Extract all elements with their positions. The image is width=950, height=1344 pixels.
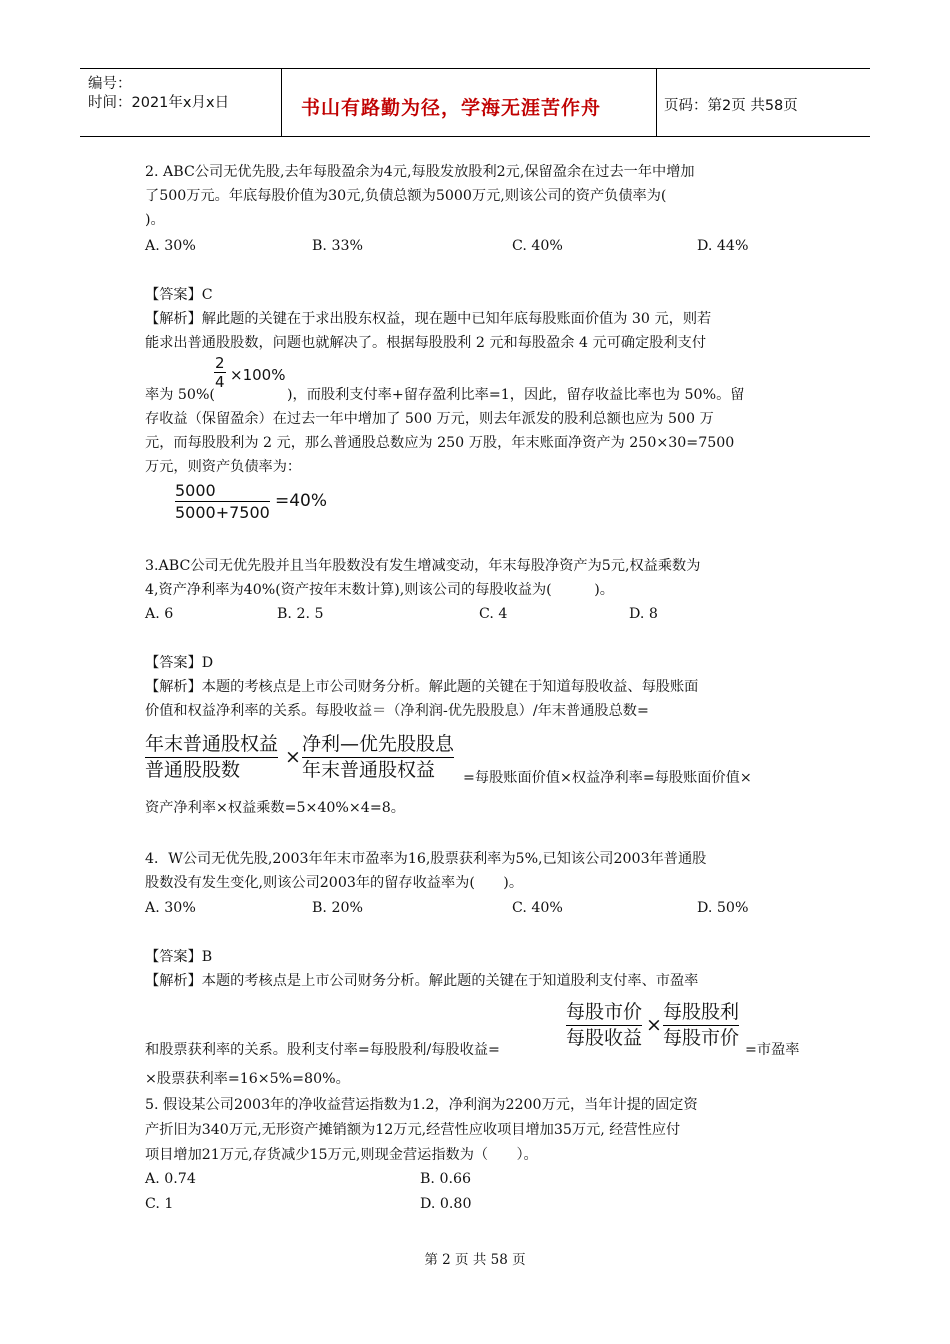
q3-option-c: C. 4 [479,606,508,622]
q4-answer: 【答案】B [145,949,213,965]
q3-line2: 4,资产净利率为40%(资产按年末数计算),则该公司的每股收益为( )。 [145,582,614,598]
q3-option-b: B. 2. 5 [277,606,324,622]
q2-answer: 【答案】C [145,287,213,303]
q5-line2: 产折旧为340万元,无形资产摊销额为12万元,经营性应收项目增加35万元, 经营性应付 [145,1122,681,1138]
q5-option-a: A. 0.74 [145,1171,196,1187]
q2-line2: 了500万元。年底每股价值为30元,负债总额为5000万元,则该公司的资产负债率为( [145,188,667,204]
q4-option-d: D. 50% [697,900,749,916]
q2-option-a: A. 30% [145,238,196,254]
q5-line3: 项目增加21万元,存货减少15万元,则现金营运指数为（ ）。 [145,1147,538,1163]
q3-fraction-1-numerator: 年末普通股权益 [145,732,278,758]
q5-option-c: C. 1 [145,1196,174,1212]
q4-explanation-3: ×股票获利率=16×5%=80%。 [145,1071,350,1087]
q4-times: × [646,1014,662,1036]
q4-fraction-2-numerator: 每股股利 [663,1000,739,1026]
q3-explanation-4: 资产净利率×权益乘数=5×40%×4=8。 [145,800,405,816]
q2-explanation-3-pre: 率为 50%( [145,387,215,403]
q2-explanation-2: 能求出普通股股数，问题也就解决了。根据每股股利 2 元和每股盈余 4 元可确定股利支付 [145,335,707,351]
q2-ratio-numerator: 2 [215,354,225,372]
header-top-rule [80,68,870,69]
q4-fraction-1 [566,1000,642,1051]
q5-line1: 5. 假设某公司2003年的净收益营运指数为1.2，净利润为2200万元，当年计提的固定资 [145,1097,698,1113]
q2-debt-ratio-fraction [175,480,270,523]
q5-option-b: B. 0.66 [420,1171,472,1187]
q2-explanation-5: 元，而每股股利为 2 元，那么普通股总数应为 250 万股，年末账面净资产为 250×30=7500 [145,435,735,451]
q2-debt-result: =40% [275,491,328,511]
q2-ratio-denominator: 4 [215,373,225,391]
q4-explanation-2-pre: 和股票获利率的关系。股利支付率=每股股利/每股收益= [145,1042,500,1058]
q4-option-b: B. 20% [312,900,363,916]
header-bottom-rule [80,136,870,137]
q3-fraction-2 [302,732,454,783]
q3-explanation-2: 价值和权益净利率的关系。每股收益＝（净利润-优先股股息）/年末普通股总数= [145,703,649,719]
code-label: 编号： [88,76,132,92]
q3-line1: 3.ABC公司无优先股并且当年股数没有发生增减变动，年末每股净资产为5元,权益乘数为 [145,558,701,574]
q2-explanation-3-post: )，而股利支付率+留存盈利比率=1，因此，留存收益比率也为 50%。留 [287,387,745,403]
q3-explanation-3-tail: =每股账面价值×权益净利率=每股账面价值× [463,770,752,786]
q4-explanation-2-post: =市盈率 [745,1042,800,1058]
q4-option-a: A. 30% [145,900,196,916]
q2-ratio-fraction [214,354,226,391]
q4-explanation-1: 【解析】本题的考核点是上市公司财务分析。解此题的关键在于知道股利支付率、市盈率 [145,973,699,989]
q4-option-c: C. 40% [512,900,563,916]
header-divider-2 [656,68,657,137]
q2-line1: 2. ABC公司无优先股,去年每股盈余为4元,每股发放股利2元,保留盈余在过去一年中增加 [145,164,695,180]
q2-option-c: C. 40% [512,238,563,254]
date-label: 时间：2021年x月x日 [88,95,230,111]
q3-fraction-1-denominator: 普通股股数 [145,759,241,781]
q4-line2: 股数没有发生变化,则该公司2003年的留存收益率为( )。 [145,875,524,891]
q3-option-d: D. 8 [629,606,658,622]
q5-option-d: D. 0.80 [420,1196,472,1212]
q3-explanation-1: 【解析】本题的考核点是上市公司财务分析。解此题的关键在于知道每股收益、每股账面 [145,679,699,695]
q3-fraction-2-numerator: 净利—优先股股息 [302,732,454,758]
q3-option-a: A. 6 [145,606,174,622]
q4-line1: 4．W公司无优先股,2003年年末市盈率为16,股票获利率为5%,已知该公司2003年普通股 [145,851,707,867]
header-divider-1 [281,68,282,137]
q4-fraction-1-denominator: 每股收益 [566,1027,643,1049]
q2-option-b: B. 33% [312,238,363,254]
q4-fraction-2 [663,1000,739,1051]
q2-debt-denominator: 5000+7500 [175,503,270,522]
page-label: 页码：第2页 共58页 [664,98,798,114]
q3-answer: 【答案】D [145,655,214,671]
q2-option-d: D. 44% [697,238,749,254]
q2-explanation-1: 【解析】解此题的关键在于求出股东权益，现在题中已知年底每股账面价值为 30 元，则若 [145,311,712,327]
q2-explanation-6: 万元，则资产负债率为： [145,459,302,475]
q3-fraction-2-denominator: 年末普通股权益 [302,759,436,781]
page-footer: 第 2 页 共 58 页 [424,1252,526,1268]
q2-debt-numerator: 5000 [175,480,270,502]
q2-line3: )。 [145,212,165,228]
q2-explanation-4: 存收益（保留盈余）在过去一年中增加了 500 万元，则去年派发的股利总额也应为 500 万 [145,411,714,427]
q3-times: × [285,746,301,768]
q2-ratio-tail: ×100% [230,366,286,384]
q4-fraction-1-numerator: 每股市价 [566,1000,642,1026]
motto: 书山有路勤为径，学海无涯苦作舟 [301,97,602,119]
q4-fraction-2-denominator: 每股市价 [663,1027,740,1049]
q3-fraction-1 [145,732,278,783]
